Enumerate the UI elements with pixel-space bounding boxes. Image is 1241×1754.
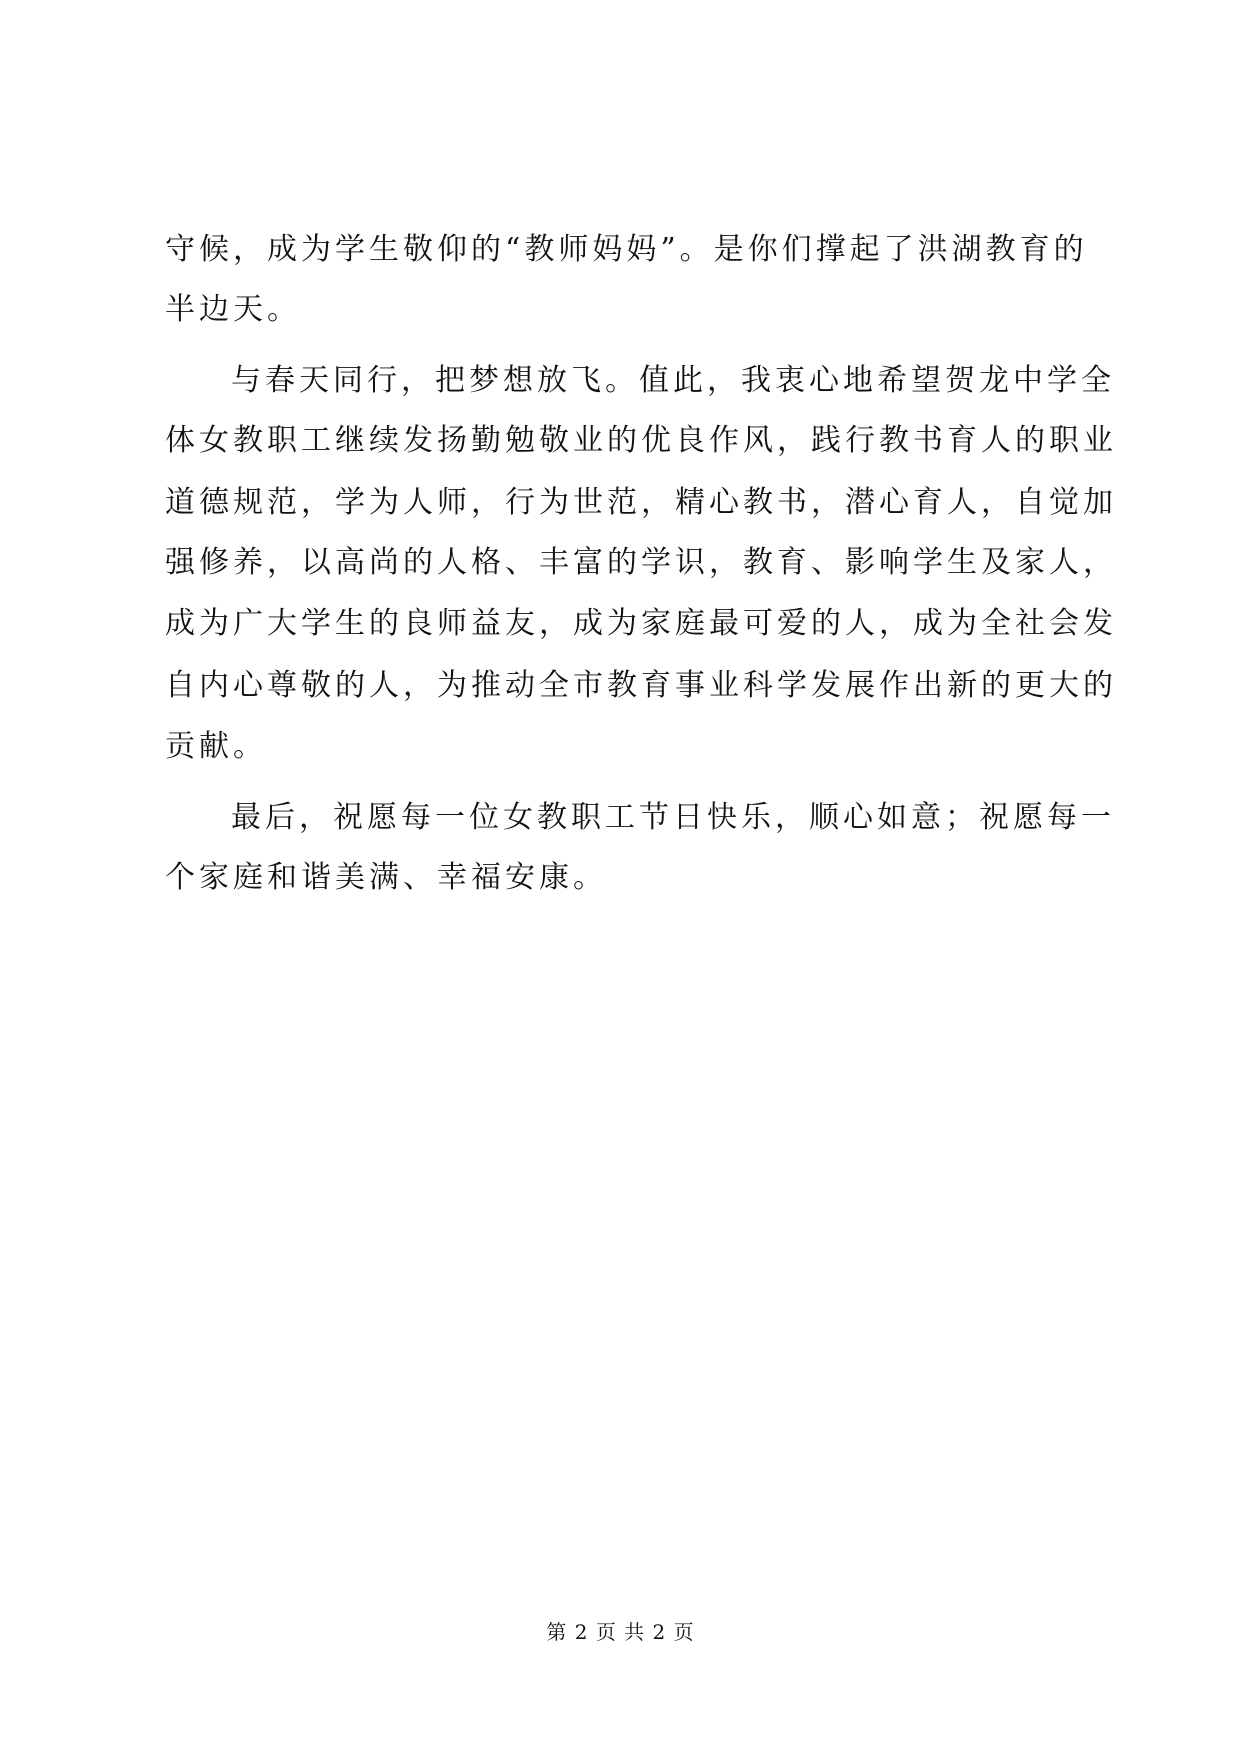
text-line: 体女教职工继续发扬勤勉敬业的优良作风，践行教书育人的职业 bbox=[165, 423, 1117, 458]
page-number-footer: 第 2 页 共 2 页 bbox=[546, 1620, 695, 1644]
text-line: 强修养，以高尚的人格、丰富的学识，教育、影响学生及家人， bbox=[165, 545, 1117, 580]
paragraph-start-line: 与春天同行，把梦想放飞。值此，我衷心地希望贺龙中学全 bbox=[231, 363, 1115, 398]
text-line: 成为广大学生的良师益友，成为家庭最可爱的人，成为全社会发 bbox=[165, 606, 1117, 641]
text-line: 道德规范，学为人师，行为世范，精心教书，潜心育人，自觉加 bbox=[165, 485, 1117, 520]
paragraph-start-line: 最后，祝愿每一位女教职工节日快乐，顺心如意；祝愿每一 bbox=[231, 800, 1115, 835]
text-line: 贡献。 bbox=[165, 729, 267, 764]
text-line: 个家庭和谐美满、幸福安康。 bbox=[165, 860, 607, 895]
text-line: 守候，成为学生敬仰的“教师妈妈”。是你们撑起了洪湖教育的 bbox=[165, 232, 1088, 267]
text-line: 自内心尊敬的人，为推动全市教育事业科学发展作出新的更大的 bbox=[165, 668, 1117, 703]
text-line: 半边天。 bbox=[165, 292, 301, 327]
